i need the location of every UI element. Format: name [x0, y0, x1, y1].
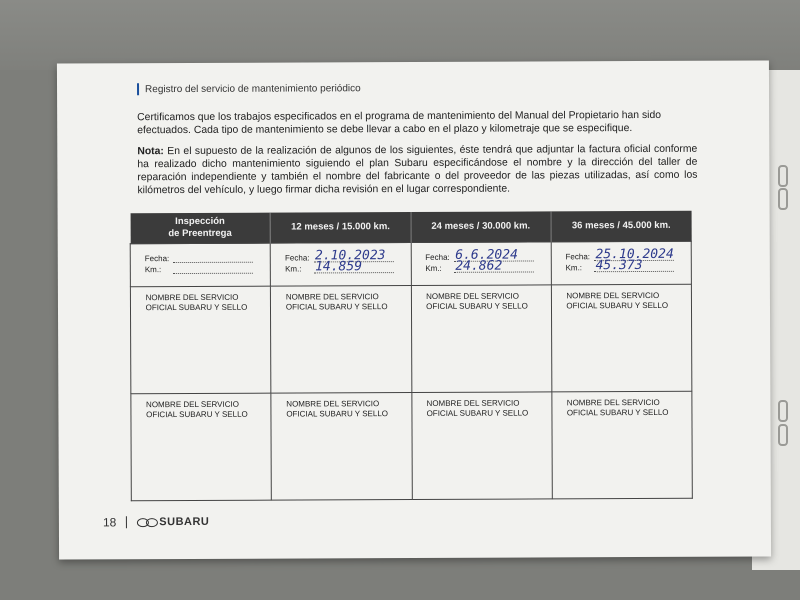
km-value: 14.859	[315, 259, 363, 275]
manual-page	[57, 60, 771, 559]
service-stamp-row	[130, 284, 691, 393]
fecha-value: 2.10.2023	[314, 248, 386, 264]
header-accent-bar	[137, 83, 139, 95]
km-label: Km.:	[425, 263, 442, 273]
service-stamp-cell[interactable]	[131, 393, 272, 501]
intro-paragraph: Certificamos que los trabajos especificados en el programa de mantenimiento del Manual del Propietario han sido efectuados. Cada tipo de mantenimiento se debe llevar a cabo en el plazo y kilometraje que se especifique.	[137, 109, 662, 137]
fecha-km-cell[interactable]	[270, 243, 410, 287]
binding-ring-icon	[778, 424, 788, 446]
fecha-label: Fecha:	[565, 252, 591, 262]
fecha-label: Fecha:	[285, 253, 310, 263]
service-stamp-cell[interactable]	[552, 391, 693, 499]
section-header	[137, 82, 361, 95]
col-header-36m: 36 meses / 45.000 km.	[551, 211, 691, 242]
km-value: 24.862	[455, 258, 503, 274]
col-header-12m: 12 meses / 15.000 km.	[270, 212, 410, 243]
km-value: 45.373	[595, 258, 643, 274]
service-label: NOMBRE DEL SERVICIO OFICIAL SUBARU Y SELLO	[426, 291, 528, 311]
col-header-preentrega: Inspección de Preentrega	[130, 213, 270, 244]
fecha-label: Fecha:	[425, 252, 450, 262]
note-text: En el supuesto de la realización de algunos de los siguientes, éste tendrá que adjuntar la factura oficial conforme ha realizado dicho mantenimiento siguiendo el plan Subaru especificándose el nombre y la dirección del taller de reparación independiente y también el nombre del fabricante o del proveedor de las piezas utilizadas, así como los kilómetros del vehículo, y luego firmar dicha revisión en el lugar correspondiente.	[137, 143, 698, 197]
section-title: Registro del servicio de mantenimiento periódico	[145, 82, 361, 95]
fecha-km-cell[interactable]	[551, 241, 691, 285]
footer-divider	[126, 516, 127, 528]
note-label: Nota:	[137, 146, 164, 158]
fecha-km-cell[interactable]	[411, 242, 551, 286]
service-label: NOMBRE DEL SERVICIO OFICIAL SUBARU Y SELLO	[286, 399, 389, 419]
service-stamp-cell[interactable]	[271, 393, 412, 501]
service-label: NOMBRE DEL SERVICIO OFICIAL SUBARU Y SELLO	[285, 292, 388, 312]
subaru-logo-icon	[137, 518, 155, 527]
col-header-24m: 24 meses / 30.000 km.	[411, 211, 551, 242]
fecha-km-cell[interactable]	[130, 243, 270, 287]
service-stamp-cell[interactable]	[271, 286, 412, 394]
service-stamp-row	[131, 391, 692, 500]
km-label: Km.:	[285, 264, 302, 274]
service-label: NOMBRE DEL SERVICIO OFICIAL SUBARU Y SELLO	[426, 398, 529, 418]
brand-name: SUBARU	[159, 515, 210, 529]
service-label: NOMBRE DEL SERVICIO OFICIAL SUBARU Y SELLO	[566, 397, 669, 418]
note-paragraph	[137, 143, 697, 197]
binding-ring-icon	[778, 400, 788, 422]
service-stamp-cell[interactable]	[411, 285, 552, 393]
page-footer	[103, 515, 209, 529]
fecha-km-row	[130, 241, 691, 286]
service-stamp-cell[interactable]	[411, 392, 552, 500]
fecha-label: Fecha:	[144, 254, 170, 264]
service-label: NOMBRE DEL SERVICIO OFICIAL SUBARU Y SELLO	[146, 399, 248, 420]
fecha-value: 6.6.2024	[455, 247, 518, 263]
service-label: NOMBRE DEL SERVICIO OFICIAL SUBARU Y SELLO	[145, 292, 248, 313]
km-label: Km.:	[144, 265, 162, 275]
binding-ring-icon	[778, 165, 788, 187]
page-number: 18	[102, 515, 117, 530]
service-stamp-cell[interactable]	[551, 284, 692, 392]
fecha-value: 25.10.2024	[595, 246, 674, 263]
service-stamp-cell[interactable]	[130, 286, 271, 394]
maintenance-table	[130, 211, 693, 501]
service-label: NOMBRE DEL SERVICIO OFICIAL SUBARU Y SELLO	[566, 290, 669, 311]
binding-ring-icon	[778, 188, 788, 210]
background	[0, 0, 800, 70]
km-label: Km.:	[565, 263, 583, 273]
